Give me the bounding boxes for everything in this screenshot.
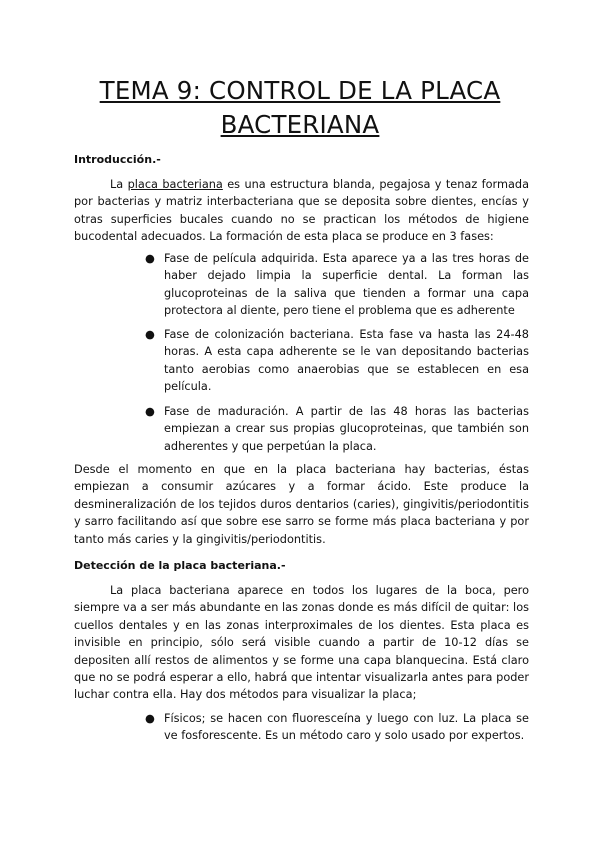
intro-heading: Introducción.- [74, 153, 161, 166]
placa-bacteriana-term: placa bacteriana [127, 178, 223, 191]
intro-paragraph-1 [74, 176, 529, 246]
document-title-line-1: TEMA 9: CONTROL DE LA PLACA [99, 76, 501, 105]
bullet-icon: ● [145, 252, 155, 265]
intro-p1-rest: es una estructura blanda, pegajosa y tenaz formada por bacterias y matriz interbacteriana que se deposita sobre dientes, encías y otras superficies bucales cuando no se practican los métodos de higiene bucodental adecuados. La formación de esta placa se produce en 3 fases: [74, 178, 530, 244]
detection-heading: Detección de la placa bacteriana.- [74, 559, 286, 572]
bullet-icon: ● [145, 328, 155, 341]
phase-item-1: Fase de película adquirida. Esta aparece ya a las tres horas de haber dejado limpia la superficie dental. La forman las glucoproteinas de la saliva que tienden a formar una capa protectora al diente, pero tiene el problema que es adherente [164, 252, 529, 318]
bullet-icon: ● [145, 712, 155, 725]
detection-paragraph-1 [74, 582, 529, 704]
method-item-1: Físicos; se hacen con fluoresceína y luego con luz. La placa se ve fosforescente. Es un método caro y solo usado por expertos. [164, 712, 529, 743]
phase-item-3: Fase de maduración. A partir de las 48 horas las bacterias empiezan a crear sus propias glucoproteinas, que también son adherentes y que perpetúan la placa. [164, 405, 529, 453]
bullet-icon: ● [145, 405, 155, 418]
document-title-line-2: BACTERIANA [220, 110, 380, 139]
intro-p1-start: La [110, 178, 128, 191]
intro-paragraph-2: Desde el momento en que en la placa bacteriana hay bacterias, éstas empiezan a consumir azúcares y a formar ácido. Este produce la desmineralización de los tejidos duros dentarios (caries), gingivitis/periodontitis y sarro facilitando así que sobre ese sarro se forme más placa bacteriana y por tanto más caries y la gingivitis/periodontitis. [74, 463, 529, 546]
phase-item-2: Fase de colonización bacteriana. Esta fase va hasta las 24-48 horas. A esta capa adherente se le van depositando bacterias tanto aerobias como anaerobias que se establecen en esa película. [164, 328, 529, 394]
detection-p1-text: La placa bacteriana aparece en todos los lugares de la boca, pero siempre va a ser más abundante en las zonas donde es más difícil de quitar: los cuellos dentales y en las zonas interproximales de los dientes. Esta placa es invisible en principio, sólo será visible cuando a partir de 10-12 días se depositen allí restos de alimentos y se forme una capa blanquecina. Está claro que no se podrá esperar a ello, habrá que intentar visualizarla antes para poder luchar contra ella. Hay dos métodos para visualizar la placa; [74, 584, 529, 702]
